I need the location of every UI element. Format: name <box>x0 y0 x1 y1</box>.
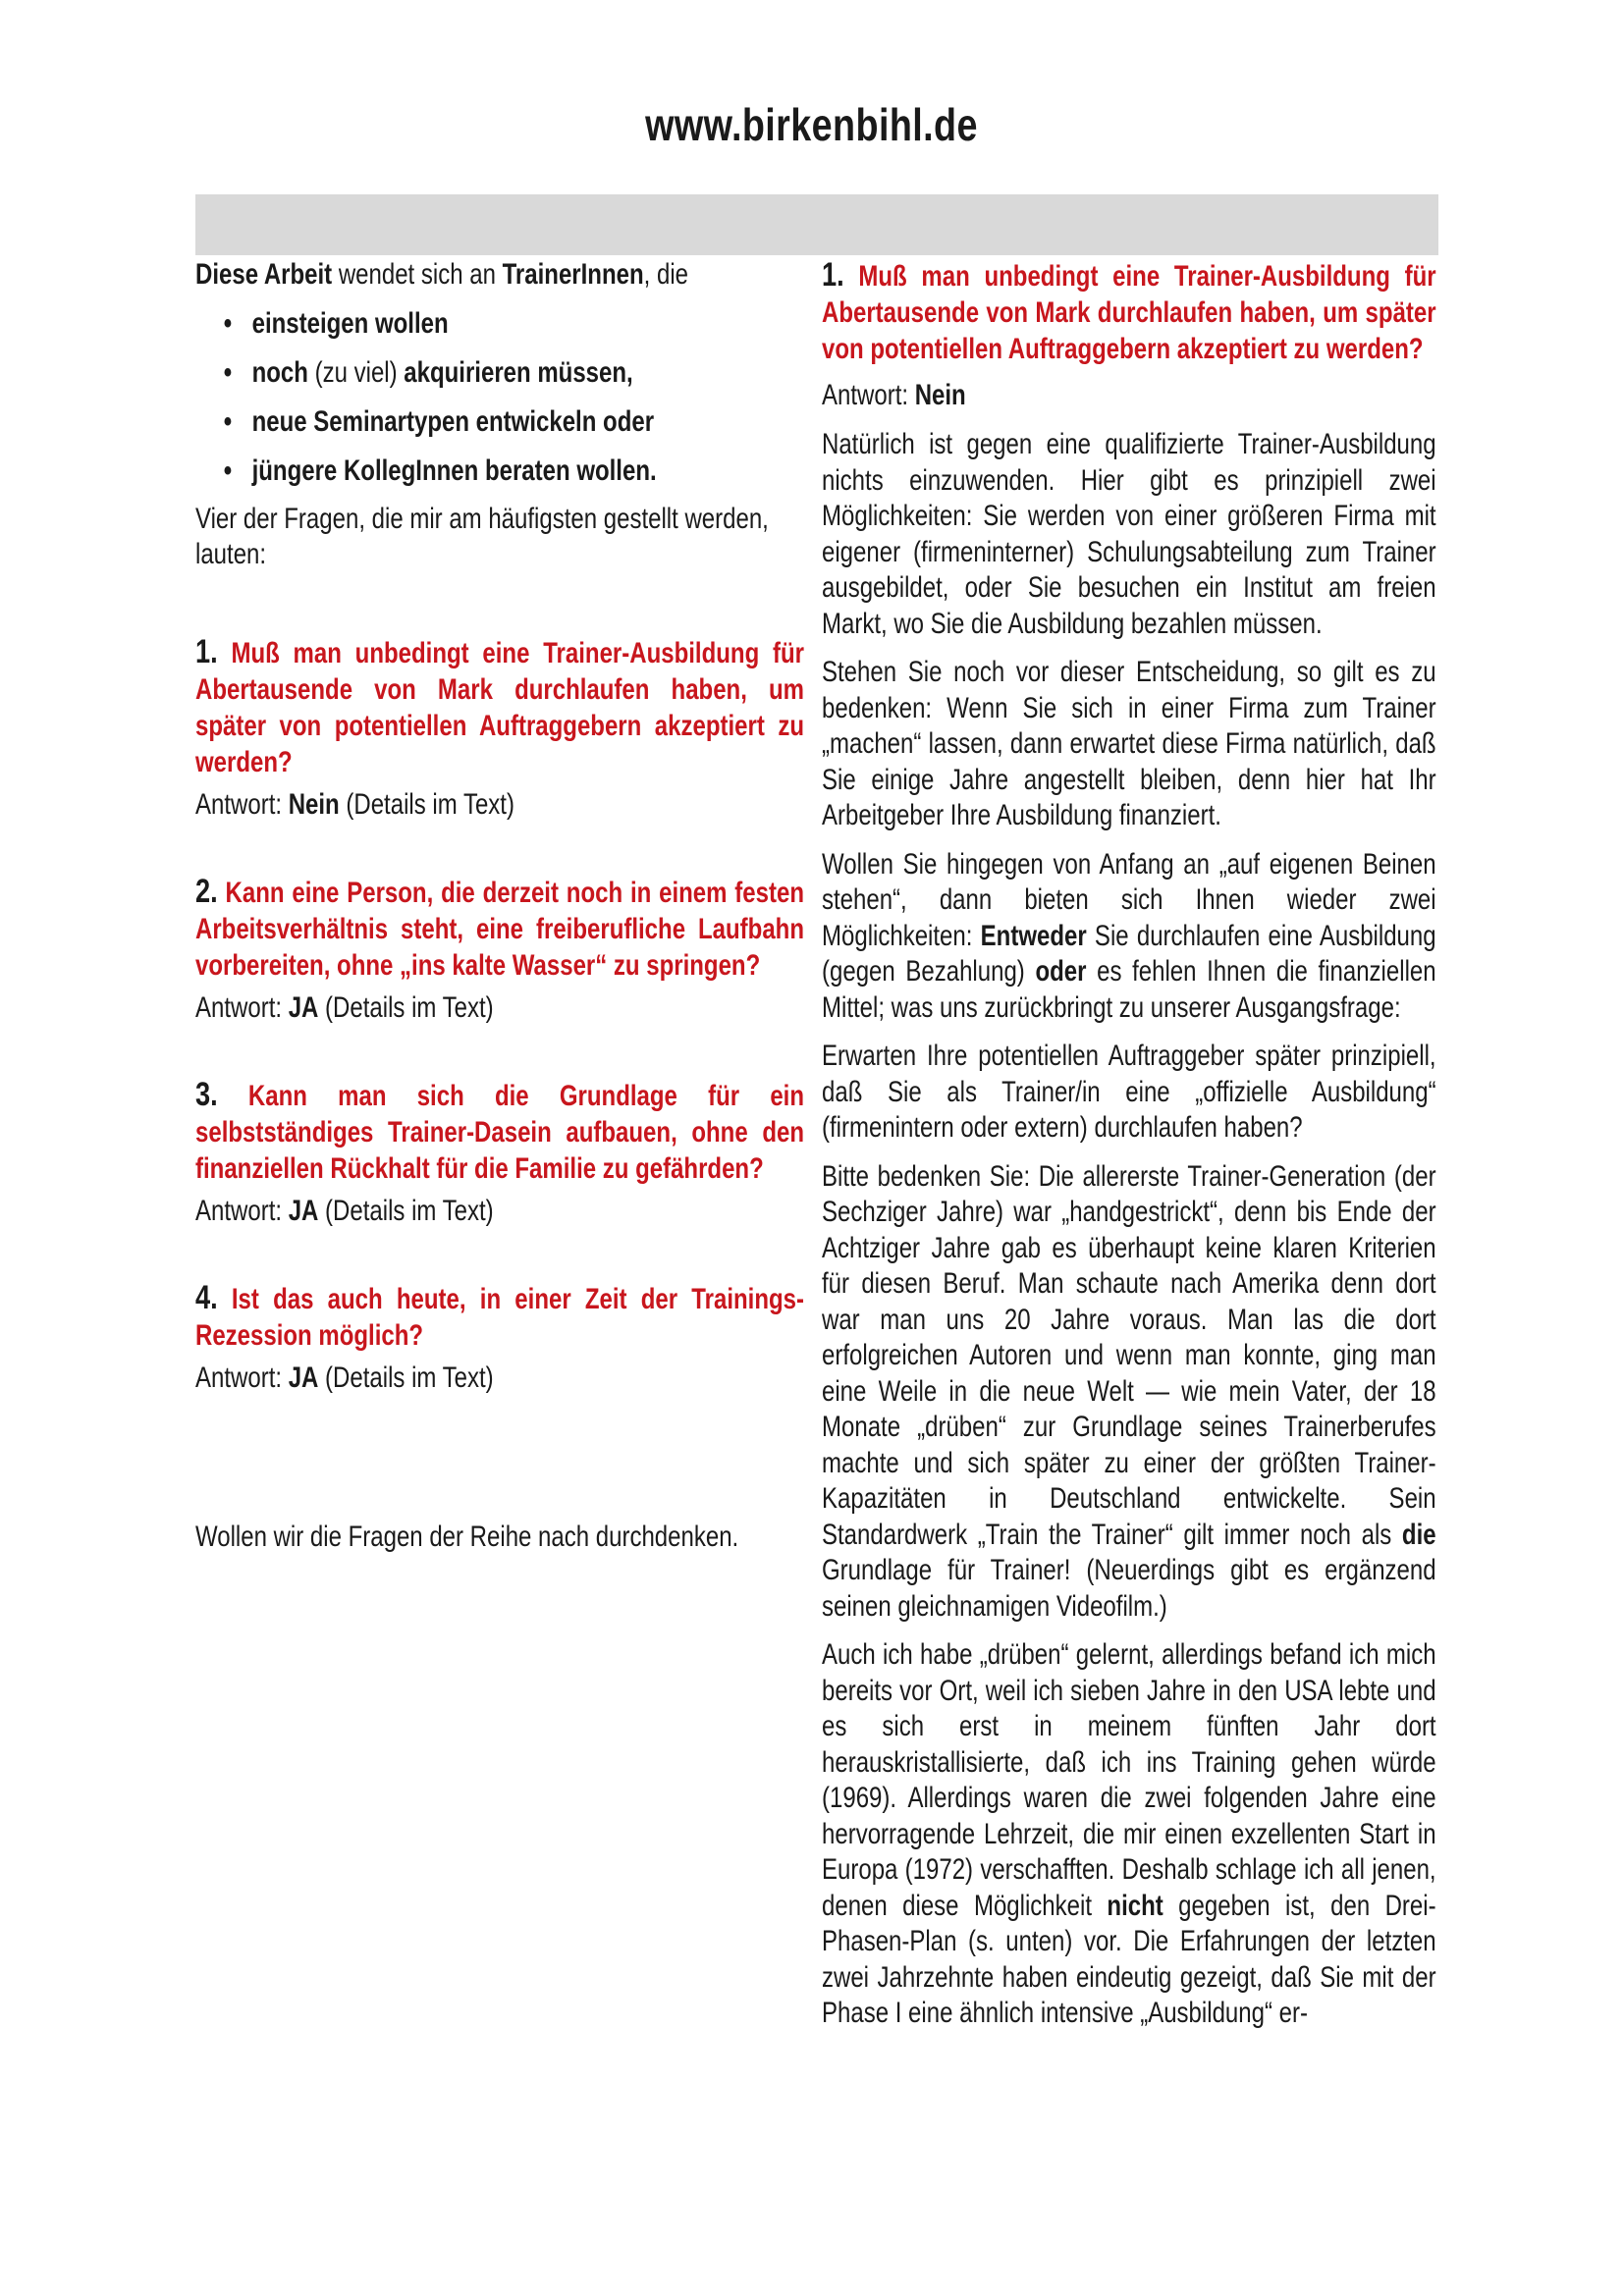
body-paragraph: Auch ich habe „drüben“ gelernt, allerdings befand ich mich bereits vor Ort, weil ich sieben Jahre in den USA lebte und es sich erst in meinem fünften Jahr dort herauskristallisierte, daß ich ins Training gehen würde (1969). Allerdings waren die zwei folgenden Jahre eine hervorragende Lehrzeit, die mir einen exzellenten Start in Europa (1972) verschafften. Deshalb schlage ich all jenen, denen diese Möglichkeit nicht gegeben ist, den Drei-Phasen-Plan (s. unten) vor. Die Erfahrungen der letzten zwei Jahrzehnte haben eindeutig gezeigt, daß Sie mit der Phase I eine ähnlich intensive „Ausbildung“ er- <box>822 1638 1436 2029</box>
body-paragraph: Wollen Sie hingegen von Anfang an „auf eigenen Beinen stehen“, dann bieten sich Ihnen wieder zwei Möglichkeiten: Entweder Sie durchlaufen eine Ausbildung (gegen Bezahlung) oder es fehlen Ihnen die finanziellen Mittel; was uns zurückbringt zu unserer Ausgangsfrage: <box>822 847 1436 1024</box>
body-paragraph: Natürlich ist gegen eine qualifizierte Trainer-Ausbildung nichts einzuwenden. Hier gibt es prinzipiell zwei Möglichkeiten: Sie werden von einer größeren Firma mit eigener (firmeninterner) Schulungsabteilung zum Trainer ausgebildet, oder Sie besuchen ein Institut am freien Markt, wo Sie die Ausbildung bezahlen müssen. <box>822 428 1436 640</box>
answer-line: Antwort: JA (Details im Text) <box>195 1361 494 1394</box>
answer-line: Antwort: JA (Details im Text) <box>195 1194 494 1227</box>
question-block <box>195 1077 804 1229</box>
section-heading: 1. Muß man unbedingt eine Trainer-Ausbildung für Abertausende von Mark durchlaufen haben, um später von potentiellen Auftraggebern akzeptiert zu werden? <box>822 256 1436 365</box>
closing-paragraph: Wollen wir die Fragen der Reihe nach durchdenken. <box>195 1520 739 1553</box>
question-block <box>195 634 804 823</box>
body-paragraph: Stehen Sie noch vor dieser Entscheidung, so gilt es zu bedenken: Wenn Sie sich in einer Firma zum Trainer „machen“ lassen, dann erwartet diese Firma natürlich, daß Sie einige Jahre angestellt bleiben, denn hier hat Ihr Arbeitgeber Ihre Ausbildung finanziert. <box>822 656 1436 831</box>
body-paragraph: Bitte bedenken Sie: Die allererste Trainer-Generation (der Sechziger Jahre) war „handgestrickt“, denn bis Ende der Achtziger Jahre gab es überhaupt keine klaren Kriterien für diesen Beruf. Man schaute nach Amerika denn dort war man uns 20 Jahre voraus. Man las die dort erfolgreichen Autoren und wenn man konnte, ging man eine Weile in die neue Welt — wie mein Vater, der 18 Monate „drüben“ zur Grundlage seines Trainerberufes machte und sich später zu einer der größten Trainer-Kapazitäten in Deutschland entwickelte. Sein Standardwerk „Train the Trainer“ gilt immer noch als die Grundlage für Trainer! (Neuerdings gibt es ergänzend seinen gleichnamigen Videofilm.) <box>822 1159 1436 1623</box>
body-paragraph: Erwarten Ihre potentiellen Auftraggeber später prinzipiell, daß Sie als Trainer/in eine „offizielle Ausbildung“ (firmenintern oder extern) durchlaufen haben? <box>822 1040 1436 1144</box>
list-item: • jüngere KollegInnen beraten wollen. <box>223 454 657 487</box>
intro-paragraph: Diese Arbeit wendet sich an TrainerInnen, die <box>195 258 689 291</box>
answer-line: Antwort: Nein (Details im Text) <box>195 787 514 821</box>
list-item: • noch (zu viel) akquirieren müssen, <box>223 355 633 389</box>
question-text: 4. Ist das auch heute, in einer Zeit der Trainings-Rezession möglich? <box>195 1278 804 1352</box>
list-item: • neue Seminartypen entwickeln oder <box>223 404 655 438</box>
audience-list <box>195 299 804 496</box>
list-item: • einsteigen wollen <box>223 306 449 340</box>
answer-line: Antwort: Nein <box>822 379 966 411</box>
question-block <box>195 874 804 1026</box>
right-column <box>822 257 1435 2032</box>
lead-paragraph: Vier der Fragen, die mir am häufigsten gestellt werden, lauten: <box>195 502 769 570</box>
answer-line: Antwort: JA (Details im Text) <box>195 990 494 1024</box>
left-column <box>195 257 804 1555</box>
question-text: 2. Kann eine Person, die derzeit noch in einem festen Arbeitsverhältnis steht, eine freiberufliche Laufbahn vorbereiten, ohne „ins kalte Wasser“ zu springen? <box>195 872 804 982</box>
header-bar <box>195 194 1438 255</box>
question-block <box>195 1280 804 1396</box>
question-text: 1. Muß man unbedingt eine Trainer-Ausbildung für Abertausende von Mark durchlaufen haben, um später von potentiellen Auftraggebern akzeptiert zu werden? <box>195 632 804 778</box>
site-header: www.birkenbihl.de <box>645 99 978 150</box>
question-text: 3. Kann man sich die Grundlage für ein selbstständiges Trainer-Dasein aufbauen, ohne den finanziellen Rückhalt für die Familie zu gefährden? <box>195 1075 804 1185</box>
